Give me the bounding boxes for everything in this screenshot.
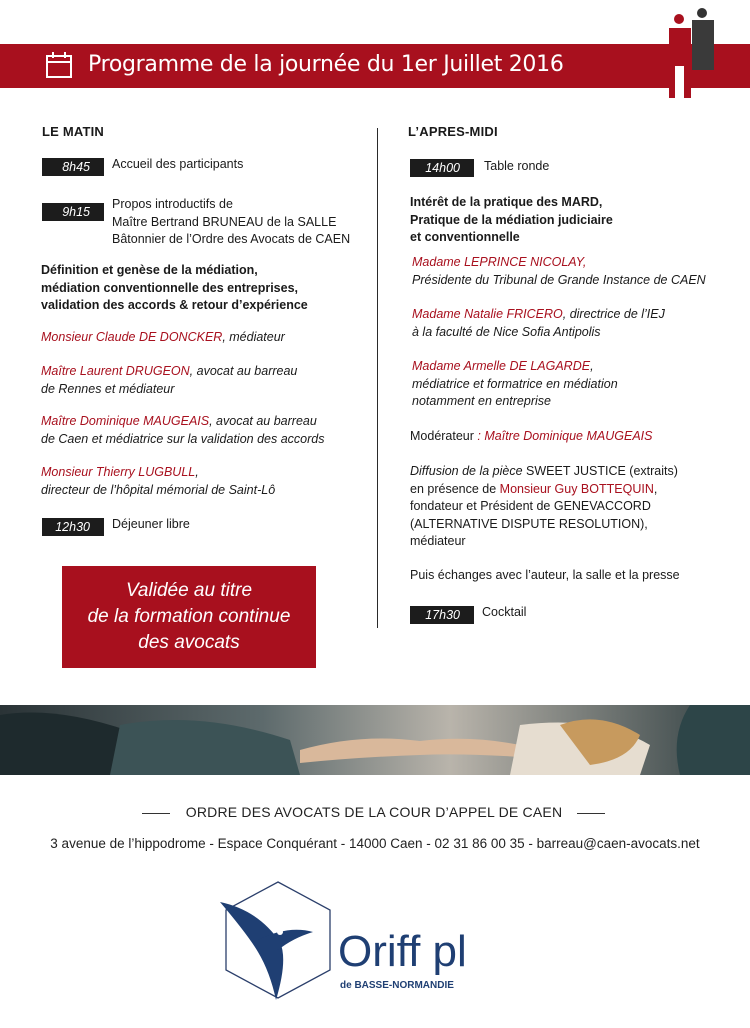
speaker-role: médiatrice et formatrice en médiation (412, 376, 618, 391)
speaker-line (41, 363, 297, 381)
speaker-name: Maître Laurent DRUGEON (41, 364, 190, 378)
guest-role: fondateur et Président de GENEVACCORD (410, 499, 651, 513)
presence-text: en présence de (410, 481, 500, 496)
speaker-role: de Rennes et médiateur (41, 381, 175, 396)
moderator-name: : Maître Dominique MAUGEAIS (473, 429, 653, 443)
speaker-role: , directrice de l’IEJ (562, 307, 665, 321)
guest-role: (ALTERNATIVE DISPUTE RESOLUTION), (410, 516, 648, 531)
speaker-role: de Caen et médiatrice sur la validation des accords (41, 431, 325, 446)
topic-line: Pratique de la médiation judiciaire (410, 212, 613, 227)
speaker-line (412, 358, 594, 376)
time-badge: 17h30 (410, 606, 474, 624)
validation-line: des avocats (138, 632, 240, 653)
footer-rule (142, 813, 170, 814)
speaker-name: Madame LEPRINCE NICOLAY, (412, 255, 587, 269)
schedule-label: Cocktail (482, 605, 527, 619)
time-badge: 14h00 (410, 159, 474, 177)
validation-line: Validée au titre (125, 580, 253, 601)
handshake-photo (0, 705, 750, 775)
speaker-line (412, 306, 665, 324)
moderator-label: Modérateur (410, 429, 474, 443)
validation-badge (62, 566, 316, 668)
morning-title: LE MATIN (42, 124, 105, 139)
speaker-role: directeur de l’hôpital mémorial de Saint-Lô (41, 482, 276, 497)
speaker-sep: , (590, 359, 594, 373)
speaker-role: , avocat au barreau (209, 414, 317, 428)
speaker-line (41, 413, 317, 431)
schedule-label: Accueil des participants (112, 157, 244, 171)
column-divider (377, 128, 378, 628)
speaker-role: , avocat au barreau (189, 364, 298, 378)
topic-line: médiation conventionnelle des entreprises, (41, 280, 299, 295)
speaker-line (41, 464, 199, 482)
partner-logo-name: Oriff pl (338, 927, 467, 976)
schedule-label: Déjeuner libre (112, 517, 190, 531)
calendar-icon (44, 50, 74, 80)
partner-logo-subtitle: de BASSE-NORMANDIE (340, 980, 454, 991)
speaker-name: Madame Armelle DE LAGARDE (412, 359, 591, 373)
footer-address: 3 avenue de l’hippodrome - Espace Conquérant - 14000 Caen - 02 31 86 00 35 - barreau@caen-avocats.net (50, 836, 700, 851)
validation-line: de la formation continue (87, 606, 291, 627)
speaker-name: Madame Natalie FRICERO (412, 307, 563, 321)
bar-logo-icon (664, 6, 720, 98)
diffusion-text: Diffusion de la pièce (410, 464, 527, 478)
speaker-name: Maître Dominique MAUGEAIS (41, 414, 210, 428)
moderator-line (410, 428, 652, 446)
intro-line: Bâtonnier de l’Ordre des Avocats de CAEN (112, 232, 351, 246)
guest-name: Monsieur Guy BOTTEQUIN (499, 481, 654, 496)
diffusion-line (410, 463, 678, 481)
speaker-name: Monsieur Claude DE DONCKER (41, 330, 223, 344)
guest-role: médiateur (410, 534, 466, 548)
page-title: Programme de la journée du 1er Juillet 2016 (88, 52, 564, 77)
speaker-name: Monsieur Thierry LUGBULL (41, 465, 196, 479)
speaker-role: Présidente du Tribunal de Grande Instance de CAEN (412, 272, 706, 287)
presence-line (410, 481, 657, 499)
time-badge: 12h30 (42, 518, 104, 536)
time-badge: 8h45 (42, 158, 104, 176)
oriff-pl-logo (218, 880, 518, 1010)
topic-line: validation des accords & retour d’expérience (41, 298, 308, 312)
play-title: SWEET JUSTICE (extraits) (526, 464, 678, 478)
speaker-role: à la faculté de Nice Sofia Antipolis (412, 324, 601, 339)
time-badge: 9h15 (42, 203, 104, 221)
intro-line: Propos introductifs de (112, 197, 233, 211)
afternoon-title: L’APRES-MIDI (408, 124, 498, 139)
topic-line: et conventionnelle (410, 230, 520, 244)
exchanges-line: Puis échanges avec l’auteur, la salle et la presse (410, 568, 680, 582)
footer-title: ORDRE DES AVOCATS DE LA COUR D’APPEL DE CAEN (185, 804, 563, 820)
speaker-role: , médiateur (222, 330, 285, 344)
speaker-role: notamment en entreprise (412, 394, 551, 408)
topic-line: Intérêt de la pratique des MARD, (410, 195, 603, 209)
intro-line: Maître Bertrand BRUNEAU de la SALLE (112, 214, 337, 229)
footer-title-row (0, 804, 750, 824)
topic-line: Définition et genèse de la médiation, (41, 263, 258, 277)
speaker-sep: , (195, 465, 199, 479)
schedule-label: Table ronde (484, 159, 550, 173)
presence-sep: , (653, 481, 658, 496)
speaker-line (41, 329, 285, 347)
footer-rule (577, 813, 605, 814)
